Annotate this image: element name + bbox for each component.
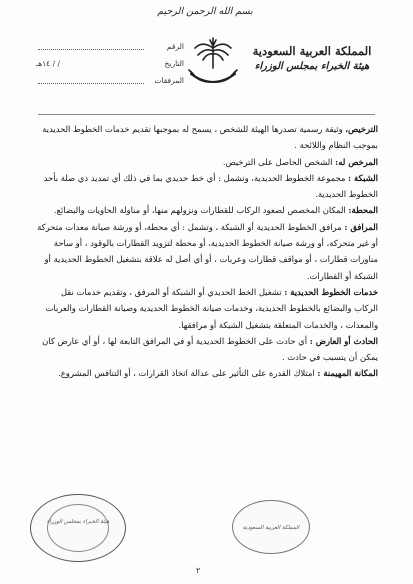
definition-term: المحطة: xyxy=(348,205,378,216)
definition-text: المكان المخصص لصعود الركاب للقطارات ونزولهم منها، أو مناولة الحاويات والبضائع. xyxy=(53,205,349,216)
reference-block xyxy=(34,42,184,93)
date-row xyxy=(34,59,184,76)
definition-item xyxy=(35,219,378,284)
definition-text: تشغيل الخط الحديدي أو الشبكة أو المرفق ، وتقديم خدمات نقل الركاب والبضائع بالخطوط الحديدية، وخدمات صيانة الخطوط الحديدية وصيانة القطارات والعربات والمعدات ، والخدمات المتعلقة بتشغيل الشبكة أو مرافقها. xyxy=(45,286,378,330)
definition-text: أي حادث على الخطوط الحديدية أو في المرافق التابعة لها ، أو أي عارض كان يمكن أن يتسبب في حادث . xyxy=(42,335,378,363)
header-divider xyxy=(38,114,375,115)
number-label: الرقم xyxy=(166,42,184,51)
definition-term: خدمات الخطوط الحديدية : xyxy=(284,286,378,297)
stamp-left-text: هيئة الخبراء بمجلس الوزراء xyxy=(46,519,110,525)
date-slots: / / ١٤هـ xyxy=(36,59,61,68)
kingdom-header xyxy=(237,44,387,74)
definition-text: الشخص الحاصل على الترخيص. xyxy=(222,156,336,167)
definition-item xyxy=(35,284,378,333)
kingdom-name: المملكة العربية السعودية xyxy=(252,44,372,58)
definition-item xyxy=(35,154,378,170)
definition-item xyxy=(35,202,378,218)
definition-term: الحادث أو العارض : xyxy=(309,335,378,346)
authority-name: هيئة الخبراء بمجلس الوزراء xyxy=(254,61,370,72)
bismillah: بسم الله الرحمن الرحيم xyxy=(157,6,253,17)
official-stamp-left xyxy=(30,494,126,562)
attachments-row xyxy=(34,76,184,93)
definition-term: المرافق : xyxy=(344,221,378,232)
definition-text: امتلاك القدرة على التأثير على عدالة اتخاذ القرارات ، أو التنافس المشروع. xyxy=(58,368,318,379)
page-number: ٢ xyxy=(196,566,201,575)
definition-text: وثيقة رسمية تصدرها الهيئة للشخص ، يسمح له بموجبها تقديم خدمات الخطوط الحديدية بموجب النظام واللائحة . xyxy=(42,124,378,151)
definition-term: المرخص له: xyxy=(335,156,378,167)
stamp-inner-ring xyxy=(47,504,109,552)
definition-term: الشبكة : xyxy=(348,172,378,183)
definition-item xyxy=(35,365,378,381)
stamp-right-text: المملكة العربية السعودية xyxy=(242,525,300,531)
definitions-list xyxy=(35,121,378,382)
definition-text: مرافق الخطوط الحديدية أو الشبكة ، وتشمل : أي محطة، أو ورشة صيانة معدات متحركة أو غير متحركة، أو ورشة صيانة الخطوط الحديدية، أو محطة لتزويد القطارات بالوقود ، أو ساحة مناورات قطارات ، أو مواقف قطارات وعربات ، أو أي أصل له علاقة بتشغيل الخطوط الحديدية أو الشبكة أو القطارات. xyxy=(37,221,378,281)
saudi-emblem-icon xyxy=(183,34,243,90)
date-label: التاريخ xyxy=(164,59,184,68)
definition-text: مجموعة الخطوط الحديدية، وتشمل : أي خط حديدي بما في ذلك أي تمديد ذي صلة بأحد الخطوط الحديدية. xyxy=(43,172,378,200)
definition-term: الترخيص، xyxy=(345,124,378,134)
attachments-label: المرفقات xyxy=(154,76,184,85)
definition-item xyxy=(35,170,378,203)
definition-item xyxy=(35,121,378,154)
number-row xyxy=(34,42,184,59)
definition-term: المكانة المهيمنة : xyxy=(317,368,378,379)
attachments-line xyxy=(38,83,144,84)
number-line xyxy=(38,49,144,50)
official-stamp-right xyxy=(232,500,310,554)
definition-item xyxy=(35,333,378,366)
